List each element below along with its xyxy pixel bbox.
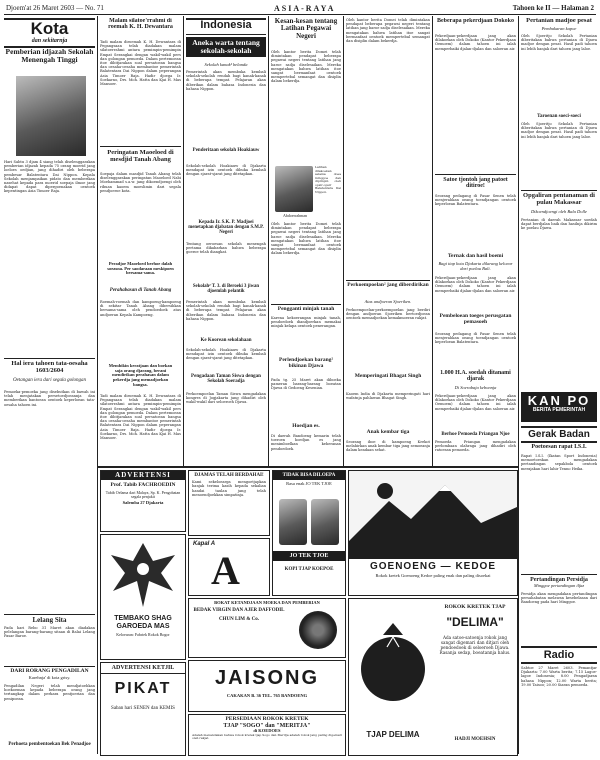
rokok-brand: TJAP "SOGO" dan "MERITJA" [223,722,311,729]
article-body: Seorang pedagang di Pasar Senen telah menjerahkan oeang toendjangan oentoek keperloean Balatentara. [435,332,516,345]
article-body: Tadi malam diroemah K. H. Dewantara di Pegangsaan telah diadakan malam silatoerrahmi antara pemimpin-pemimpin Empat Serangkai dengan wakil-wakil pers dan golongan pemoeda. Dalam pertemoean itoe dibitjarakan soal persatoean bangsa dan oesaha-oesaha membantoe pemerintah Balatentara Dai Nippon dalam peperangan Asia Timoer Raja. Hadir djoega Ir. Soekarno, Drs. Moh. Hatta dan Kjai H. Mas Mansoer. [100,40,181,87]
headline-priangan: Berhoe Pemoeda Priangan Njoe [441,432,510,437]
headline-perkoempoelan: Perkoempoelan² jang diberdirikan [347,282,429,288]
column-latihan [271,18,341,464]
delima-body: Ada satoe-satoenja rokok jang sangat digemari dan ditjari oleh pendoedoek di seloeroeh Djawa. Rasanja sedap, boeatannja halus. [439,635,511,655]
advertensi-header: ADVERTENSI [101,471,185,480]
subhead-soerabaja: Di Soerabaja kebonnja [454,385,497,390]
article-body: Pemoeda Priangan mengadakan perlombaan olahraga jang dihadiri oleh ratoesan pemoeda. [435,440,516,453]
subhead-oetangan: Oetangan iera dari segala golongan [12,378,87,383]
headline-minjak-tanah: Pengganti minjak tanah [271,304,341,313]
rokok-header: PERSEDIAAN ROKOK KRETEK [225,716,309,722]
rokok-place: di KOEDOES [253,728,281,734]
pikat-title: PIKAT [114,680,172,698]
headline-kembar-tiga: Anak kembar tiga [366,429,410,435]
subhead-kanak: Sekolah kanak² belanda [204,62,248,67]
article-body: Latihan dilakoekan selama doea minggoe dan dipimpin oleh opsir-opsir Balatentara Dai Nippon. [315,166,341,194]
column-divider [518,16,519,754]
delima-title: "DELIMA" [446,615,504,629]
masthead-title: ASIA-RAYA [274,4,336,13]
headline-maoeloed: Peringatan Maoeloed di mesdjid Tanah Abang [107,149,174,163]
section-radio: Radio [521,646,597,664]
doctor-address: Salemba 27 Djakarta [122,500,164,506]
thanks-body: Kami sekeloearga mengoetjapkan banjak terima kasih kepada sekalian handai taulan jang telah menoendjoekkan simpatinja. [192,480,266,497]
headline-hoedjan-es: Hoedjan es. [292,423,320,429]
kapal-logo-letter: A [211,548,240,593]
article-body: Pemerintah akan membuka kembali sekolah-sekolah rendah bagi kanak-kanak di beberapa tempat. Pelajaran akan diberikan dalam bahasa Indonesia dan bahasa Nippon. [186,70,266,91]
article-body: Roemah-roemah dan kampoeng-kampoeng di sekitar Tanah Abang dibersihkan bersama-sama oleh pendoedoek atas andjoeran Kepala Kampoeng. [100,300,181,317]
headline-djarak: 1.000 H.A. soedah ditanami djarak [440,370,511,383]
mountain-landscape-icon [349,471,517,559]
headline-dokoko: Beberapa pekerdjaan Dokoko [436,18,514,24]
news-photo [16,76,86,156]
separator-line [100,146,181,147]
article-body: Rapat I.S.I. (Ikatan Sport Indonesia) memoetoeskan mengadakan pertandingan sepakbola oentoek merajakan hari lahir Tenno Heika. [521,454,597,471]
headline-silatoerrahmi: Malam silatoe'rrahmi di roemah K. H. Dewantara [108,18,173,31]
garuda-eagle-icon [101,535,185,615]
column-divider [343,16,344,466]
delima-firm: HADJI MOEHSIN [454,737,496,742]
masthead-issue: Tahoen ke II — Halaman 2 [512,4,594,12]
headline-taman-siswa: Pengadaan Taman Siswa dengan Sekolah Soeradja [191,374,261,385]
article-body: Sekolah-sekolah Hoakiauw di Djakarta mendapat izin oentoek dibuka kembali dengan sjarat-sjarat jang ditetapkan. [186,348,266,361]
doctor-desc: Tabib Oelama dari Malaya, Sp. K. Pengobatan segala penjakit [105,490,181,500]
kapal-title: Kapal A [193,541,216,547]
article-body: Oleh Sjoeritjo Sekolah Pertanian diberitakan bahwa pertanian di Djawa madjoe dengan pesat. Hasil padi tahoen ini lebih banjak dari tahoen jang laloe. [521,34,597,51]
headline-madjoei: Kepada Ir. S.K. P. Madjoei menetapkan djabatan dengan S.M.P. Negeri [188,220,264,236]
article-body: Pemerintah akan membuka kembali sekolah-sekolah rendah bagi kanak-kanak di beberapa tempat. Pelajaran akan diberikan dalam bahasa Indonesia dan bahasa Nippon. [186,300,266,321]
article-body: Pekerdjaan-pekerdjaan jang akan dilakoekan oleh Dokoko (Kantor Pekerdjaan Oemoem) dalam tahoen ini ialah memperbaiki djalan-djalan dan saloeran air. [435,394,516,411]
delima-ad [348,598,518,756]
headline-perahabasan: Perahabasan di Tanah Abang [109,288,172,293]
kanpo-title: KAN PO [527,393,591,408]
subhead-bali: Bagi tiap kota Djakarta dilarang keloear dari poelau Bali. [438,261,513,271]
powder-tin-icon [299,611,337,649]
kopi-brand: KOPI TJAP KOEPOE [284,567,334,572]
section-indonesia [186,18,266,35]
kapal-ad [188,538,270,596]
article-body: Soepaja dalam masdjid Tanah Abang telah diselenggarakan peringatan Maoeloed Nabi Moehammad s.a.w. jang dikoendjoengi oleh ribuan kaoem moeslimin dari segala pendjoeroe kota. [100,172,181,193]
headline-koorean: Ke Koorean sekolahaan [200,338,252,343]
article-body: Oleh kantor berita Domei telah dimintakan pendapat beberapa pegawai negeri tentang latihan jang baroe sadja diselesaikan. Mereka mengatakan bahwa latihan itoe sangat bermanfaat oentoek mempertebal semangat dan disiplin dalam bekerdja. [346,18,430,44]
article-body: Kaoem India di Djakarta memperingati hari wafatnja pahlawan Bhagat Singh. [346,392,430,401]
headline-makassar: Opgaliran pentanaman di pulau Makassar [521,190,597,207]
goeneng-title: GOENOENG — KEDOE [369,561,496,572]
section-kota [4,18,95,48]
portrait-photo [275,166,313,212]
headline-taroenan: Taroenan soeci-soeci [537,114,581,119]
subhead-bala-dolle: Dikoendjoengi oleh Bala Dolle [530,209,588,214]
column-divider [183,16,184,466]
headline-beroeki: Sekolah² T. 3. di Beroeki 3 jiwan djoemlah pelantik [192,284,260,295]
notice-body: Pada hari Rebo 31 Maret akan diadakan pelelangan barang-barang sitaan di Balai Lelang Pasar Baroe. [4,626,95,639]
thanks-notice [188,470,270,536]
article-body: Pekerdjaan-pekerdjaan jang akan dilakoekan oleh Dokoko (Kantor Pekerdjaan Oemoem) dalam tahoen ini ialah memperbaiki djalan-djalan dan saloeran air. [435,34,516,51]
article-body: Seorang pedagang di Pasar Senen telah menjerahkan oeang toendjangan oentoek keperloean Balatentara. [435,194,516,207]
section-title: Indonesia [200,19,252,31]
rokok-body: Adalah menandakan bahwa rokok kretek tjap Sogo dan Meritja adalah rokok jang paling digemari oleh rakjat. [192,733,342,741]
jar-photo [279,499,307,545]
headline-tata-oesaha: Hal iera tahoen tata-oesaha 1603/2604 [4,358,95,375]
headline-pengadilan: DARI RORANG PENGADILAN [4,666,95,675]
photo-caption: Abdoerrahman [283,213,307,218]
headline-pembeloean: Pembeloean toeges perusgatan pemasoeh [439,313,512,325]
article-body: Oleh Sjoeritjo Sekolah Pertanian diberitakan bahwa pertanian di Djawa madjoe dengan pesat. Hasil padi tahoen ini lebih banjak dari tahoen jang laloe. [521,122,597,139]
iklan-kecil-header: ADVERTENSI KETJIL [101,663,185,674]
delima-prefix: ROKOK KRETEK TJAP [444,604,506,610]
column-indonesia [186,18,266,464]
headline-latihan: Kesan-kesan tentang Latihan Pegawai Negeri [274,18,338,40]
goeneng-ad [348,470,518,596]
subhead-ilfaz: Minggoe pertandingan ilfaz [533,583,585,588]
rokok-sogo-ad [188,714,346,756]
tobacco-maker: Keloearan: Fabriek Rokok Bogor [116,632,170,637]
doctor-name: Prof. Tabib FACHROEDIN [110,482,176,489]
masthead [4,2,596,15]
subhead-kapoe: Pembakaran kapoe [541,26,577,31]
column-divider [268,16,269,466]
article-body: Seorang iboe di kampoeng Krekot melahirkan anak kembar tiga jang semoeanja dalam keadaan sehat. [346,440,430,453]
tobacco-ad [100,534,186,660]
article-body: Di daerah Bandoeng kemarin telah toeroen hoedjan es jang menimboelkan keheranan pendoedoek. [271,434,341,451]
column-perkoempoelan [346,18,430,464]
headline-idjazah: Pemberian idjazah Sekolah Menengah Tinggi [5,47,94,64]
jaisong-address: CAKAKAN B. 36 TEL. 765 BANDOENG [226,693,308,698]
article-body: Persidja akan mengadakan pertandingan persahabatan melawan kesebelasan dari Bandoeng pada hari Minggoe. [521,592,597,605]
headline-persidja: Pertandingan Persidja [521,574,597,583]
notice-title: Lelang Sita [4,614,95,624]
section-gerak-badan: Gerak Badan [521,426,597,443]
tobacco-name: TEMBAKO SHAG GAROEDA MAS [114,615,172,630]
column-pertanian [521,18,597,754]
article-body: Pemoeka-pemoeka jang disebutkan di bawah ini telah menjatakan persetoedjoeannja dan memberikan bantoean oentoek keperloean tata-oesaha tahoen ini. [4,390,95,407]
headline-aneka-warta: Aneka warta tentang sekolah-sekolah [186,37,266,57]
jar-photo [311,499,339,545]
jaisong-title: JAISONG [214,667,320,689]
tidak-bisa-ad [272,470,346,596]
headline-ternak: Ternak dan hasil boemi [447,253,504,259]
kanpo-subtitle: BERITA PEMERINTAH [532,406,586,413]
masthead-date: Djoem'at 26 Maret 2603 — No. 71 [6,4,104,12]
bedak-firm: CHUN LIM & Co. [219,616,259,622]
article-body: Perkoempoelan-perkoempoelan jang berdiri dengan andjoeran Sjoeriken bertoedjoean oentoek memadjoekan kemakmoeran rakjat. [346,308,430,321]
article-body: Pertanian di daerah Makassar soedah dapat berdjalan baik dan hasilnja dikirim ke poelau Djawa. [521,218,597,231]
article-body: Sekolah-sekolah Hoakiauw di Djakarta mendapat izin oentoek dibuka kembali dengan sjarat-sjarat jang ditetapkan. [186,164,266,177]
pikat-schedule: Saban hari SENEN dan KEMIS [111,706,175,712]
subhead-sjoeriken: Atas andjoeran Sjoeriken. [364,299,412,304]
pomegranate-icon [353,607,433,727]
headline-isi: Poetoesan rapat I.S.I. [531,444,587,450]
article-body: Tentang oeroesan sekolah menengah pertama dikabarkan bahwa beberapa goeroe telah diangkat. [186,242,266,255]
column-divider [97,16,98,754]
bedak-header: BOKAT KETANDJAAN MOEKA DAN PEMBERIAN [214,600,320,605]
pull-quote: Membikin keratjaan dan boekan saja orang djarang, berani mendirikan perahasan dalam pekerdja jang memadjoekan bangsa. [108,363,173,387]
tidak-brand: JO TEK TJOE [273,551,345,561]
thanks-header: DJAMAS TELAH BERDAHAI! [194,473,264,478]
kanpo-banner [521,392,597,422]
advertensi-box [100,470,186,532]
bedak-ad [188,598,346,658]
column-kota [4,18,95,754]
subhead-grisy: Karehnja' di kota grisy. [28,675,71,680]
ad-area-top-rule [98,466,518,468]
pikat-ad [100,662,186,756]
article-body: Pengadilan Negeri telah mendjatoehkan hoekoeman kepada beberapa orang jang tertangkap dalam perkara pentjoerian dan penipoean. [4,684,95,701]
article-body: Pada tg. 25 Maret akan diboeka pameran barang-barang boeatan Djawa di Gedoeng Kesenian. [271,378,341,391]
headline-bikinan-djawa: Perlendjoekan barang² bikinan Djawa [278,357,334,369]
headline-hoakiauw: Penderitaan sekolah Hoakiauw [192,148,260,153]
article-body: Perkoempoelan Taman Siswa mengadakan kongres di Jogjakarta jang dihadiri oleh wakil-wakil dari seloeroeh Djawa. [186,392,266,405]
section-title: Kota [30,19,69,38]
headline-tjontoh: Satoe tjontoh jang patoet ditiroe! [435,174,516,190]
headline-pertanian: Pertanian madjoe pesat [526,18,592,24]
column-dewantara [100,18,181,464]
radio-schedule: Sabtoe 27 Maret 2603. Pemantjar Djakarta: 7.00 Warta berita; 7.15 Lagoe-lagoe Indonesia; 8.00 Pengadjaran bahasa Nippon; 12.00 Warta berita; 19.00 Taisoo; 20.00 Siaran pemoeda. [521,666,597,687]
headline-footer: Perhoeta pembentoekan Bek Penadjoe [8,742,91,747]
column-dokoko [435,18,516,464]
pull-quote: Peradjoe Maoeloed berhoe dalah soeasna. Per saodaraan meskipoen bersama-sama. [107,261,174,276]
article-body: Hari Sabtu 3 djam 4 siang telah diselenggarakan pemberian idjazah kepada 75 orang moerid jang loeloes oedjian, jang dihadiri oleh beberapa pembesar Balatentara Dai Nippon. Kepala Sekolah menjampaikan pidato dan memberikan nasehat kepada para moerid soepaja ilmoe jang didapat dapat dipergoenakan oentoek kepentingan Asia Timoer Raja. [4,160,95,194]
tidak-header: TIDAK BISA DILOEPA [273,471,345,480]
column-divider [432,16,433,466]
article-body: Pekerdjaan-pekerdjaan jang akan dilakoekan oleh Dokoko (Kantor Pekerdjaan Oemoem) dalam tahoen ini ialah memperbaiki djalan-djalan dan saloeran air. [435,276,516,293]
tidak-sub: Rasa enak JO TEK TJOE [286,481,332,487]
headline-bhagat-singh: Memperingati Bhagat Singh [354,373,422,379]
delima-logo: TJAP DELIMA [366,730,420,739]
article-body: Oleh kantor berita Domei telah dimintakan pendapat beberapa pegawai negeri tentang latihan jang baroe sadja diselesaikan. Mereka mengatakan bahwa latihan itoe sangat bermanfaat oentoek mempertebal semangat dan disiplin dalam bekerdja. [271,50,341,84]
section-subtitle: dan sekitarnja [31,37,68,44]
goeneng-sub: Rokok kretek Goenoeng Kedoe paling enak dan paling disoekai [375,573,491,578]
bedak-products: BEDAK VIRGIN DAN AJER DAFFODIL [193,607,285,613]
article-body: Oleh kantor berita Domei telah dimintakan pendapat beberapa pegawai negeri tentang latihan jang baroe sadja diselesaikan. Mereka mengatakan bahwa latihan itoe sangat bermanfaat oentoek mempertebal semangat dan disiplin dalam bekerdja. [271,222,341,256]
jaisong-ad [188,660,346,712]
article-body: Karena kekoerangan minjak tanah, pendoedoek diandjoerkan memakai minjak kelapa oentoek penerangan. [271,316,341,329]
article-body: Tadi malam diroemah K. H. Dewantara di Pegangsaan telah diadakan malam silatoerrahmi antara pemimpin-pemimpin Empat Serangkai dengan wakil-wakil pers dan golongan pemoeda. Dalam pertemoean itoe dibitjarakan soal persatoean bangsa dan oesaha-oesaha membantoe pemerintah Balatentara Dai Nippon dalam peperangan Asia Timoer Raja. Hadir djoega Ir. Soekarno, Drs. Moh. Hatta dan Kjai H. Mas Mansoer. [100,394,181,441]
